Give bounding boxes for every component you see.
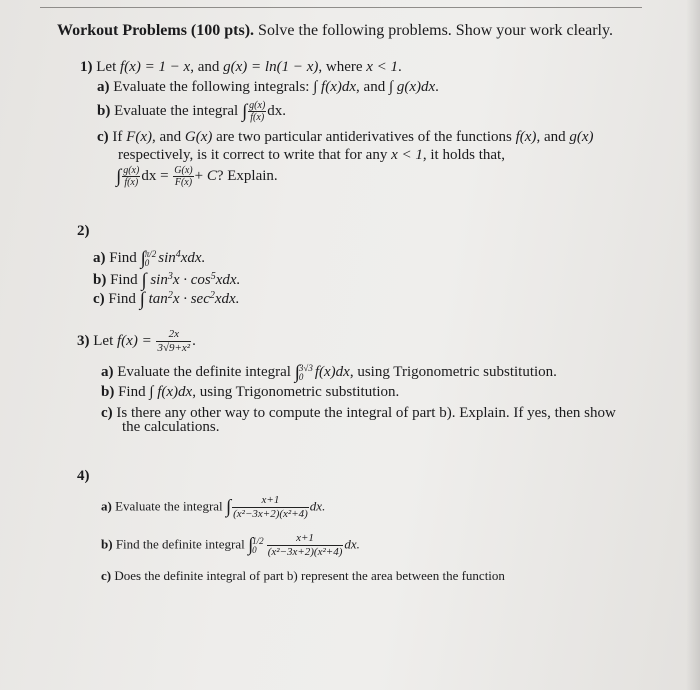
integral-sign: ∫ bbox=[294, 362, 300, 383]
math-integral-g: ∫ g(x)dx bbox=[388, 79, 436, 95]
problem-3-part-c-line2 bbox=[122, 418, 219, 436]
problem-4-part-a bbox=[101, 494, 325, 521]
exponent: 2 bbox=[167, 290, 173, 301]
math-dx: dx. bbox=[344, 536, 360, 552]
problem-number: 4) bbox=[77, 468, 90, 484]
fraction-f-definition bbox=[156, 328, 191, 355]
text: Evaluate the integral bbox=[114, 102, 242, 119]
integral-sign: ∫ bbox=[139, 289, 145, 310]
text: . bbox=[398, 59, 402, 75]
math-f: f(x) bbox=[515, 129, 537, 145]
text: Let bbox=[96, 59, 120, 75]
problem-1-part-c-line2 bbox=[118, 146, 505, 164]
fraction-rational bbox=[267, 532, 344, 559]
math-cos: x · cos bbox=[172, 272, 211, 288]
numerator: G(x) bbox=[174, 165, 193, 176]
lower-limit: 0 bbox=[298, 371, 304, 382]
text: Find bbox=[108, 291, 140, 307]
text: , it holds that, bbox=[422, 147, 505, 163]
denominator: (x²−3x+2)(x²+4) bbox=[233, 508, 308, 520]
math-C: C bbox=[206, 167, 217, 184]
problem-2-part-a bbox=[93, 246, 205, 268]
part-label: b) bbox=[97, 102, 111, 119]
text: Is there any other way to compute the integral of part b). Explain. If yes, then show bbox=[116, 405, 616, 421]
header-instruction: Solve the following problems. Show your work clearly. bbox=[258, 22, 613, 39]
integral-sign: ∫ bbox=[116, 165, 122, 187]
problem-4-number bbox=[77, 467, 90, 485]
problem-1-part-c-line1 bbox=[97, 128, 594, 146]
integral-sign: ∫ bbox=[140, 248, 146, 269]
part-label: c) bbox=[93, 291, 105, 307]
part-label: b) bbox=[93, 272, 107, 288]
integral-sign: ∫ bbox=[247, 534, 254, 556]
denominator: (x²−3x+2)(x²+4) bbox=[267, 546, 343, 558]
text: + bbox=[194, 167, 207, 184]
math-sec: x · sec bbox=[172, 291, 210, 307]
integral-sign: ∫ bbox=[141, 270, 147, 291]
math-g-def: g(x) = ln(1 − x) bbox=[223, 59, 319, 75]
numerator: g(x) bbox=[123, 165, 140, 176]
problem-1-intro bbox=[80, 58, 402, 76]
integral-sign: ∫ bbox=[241, 100, 248, 122]
denominator: f(x) bbox=[250, 112, 265, 123]
part-label: a) bbox=[101, 498, 112, 514]
upper-limit: 3√3 bbox=[298, 362, 313, 373]
math-condition: x < 1 bbox=[366, 59, 399, 75]
problem-1-number: 1) bbox=[80, 59, 93, 75]
exponent: 3 bbox=[167, 271, 173, 282]
upper-limit: π/2 bbox=[144, 248, 157, 259]
math-condition: x < 1 bbox=[391, 147, 423, 163]
lower-limit: 0 bbox=[252, 544, 257, 555]
fraction-g-over-f bbox=[248, 100, 266, 123]
text: If bbox=[112, 129, 127, 145]
problem-4-part-c bbox=[101, 567, 505, 585]
math-f-def: f(x) = 1 − x bbox=[120, 59, 191, 75]
lower-limit: 0 bbox=[144, 257, 150, 268]
problem-number: 2) bbox=[77, 223, 90, 239]
integral-sign: ∫ bbox=[225, 496, 232, 518]
text: , using Trigonometric substitution. bbox=[349, 364, 557, 380]
text: Evaluate the following integrals: bbox=[113, 79, 314, 95]
math-tail: xdx. bbox=[214, 291, 240, 307]
problem-4-part-b bbox=[101, 532, 360, 559]
text: dx = bbox=[141, 167, 173, 184]
math-F: F(x) bbox=[126, 129, 152, 145]
text: Let bbox=[93, 332, 117, 349]
math-sin: sin bbox=[150, 272, 168, 288]
fraction-rational bbox=[232, 494, 309, 521]
math-g: g(x) bbox=[569, 129, 594, 145]
problem-1-part-a bbox=[97, 78, 439, 96]
text: , and bbox=[151, 129, 185, 145]
math-sin: sin bbox=[158, 250, 176, 266]
math-tail: xdx. bbox=[180, 250, 206, 266]
text: Find the definite integral bbox=[115, 536, 248, 552]
integral-limits bbox=[299, 364, 313, 382]
part-label: a) bbox=[101, 364, 114, 380]
exponent: 5 bbox=[210, 271, 216, 282]
text: dx. bbox=[267, 102, 287, 119]
header-title: Workout Problems (100 pts). bbox=[57, 22, 255, 39]
math-f-lhs: f(x) = bbox=[117, 332, 156, 349]
problem-2-part-c bbox=[93, 287, 239, 309]
math-tail: xdx. bbox=[215, 272, 241, 288]
text: , and bbox=[536, 129, 570, 145]
page-edge-shadow bbox=[686, 0, 700, 690]
part-label: c) bbox=[101, 405, 113, 421]
text: are two particular antiderivatives of the functions bbox=[212, 129, 516, 145]
exponent: 4 bbox=[175, 249, 181, 260]
part-label: a) bbox=[97, 79, 110, 95]
page-top-rule bbox=[40, 7, 642, 8]
part-label: c) bbox=[97, 129, 109, 145]
problem-1-part-c-equation bbox=[116, 165, 278, 188]
text: Find bbox=[109, 250, 141, 266]
text: . bbox=[435, 79, 439, 95]
problem-3-part-b bbox=[101, 383, 399, 401]
fraction-G-over-F bbox=[173, 165, 193, 188]
fraction-g-over-f bbox=[122, 165, 140, 188]
problem-number: 3) bbox=[77, 332, 90, 349]
problem-2-number bbox=[77, 222, 90, 240]
math-G: G(x) bbox=[184, 129, 213, 145]
math-integrand: f(x)dx bbox=[314, 364, 350, 380]
part-label: c) bbox=[101, 568, 112, 583]
text: Evaluate the integral bbox=[115, 498, 226, 514]
problem-3-intro bbox=[77, 328, 196, 355]
denominator: f(x) bbox=[124, 177, 139, 188]
integral-limits bbox=[145, 250, 157, 268]
text: , and bbox=[190, 59, 224, 75]
problem-1-part-b bbox=[97, 100, 286, 123]
math-integral-f: ∫ f(x)dx bbox=[313, 79, 357, 95]
numerator: x+1 bbox=[232, 494, 309, 508]
denominator: 3√9+x² bbox=[157, 342, 191, 354]
integral-limits bbox=[252, 537, 264, 555]
problem-3-part-a bbox=[101, 363, 557, 382]
text: , using Trigonometric substitution. bbox=[192, 384, 400, 400]
math-tan: tan bbox=[148, 291, 168, 307]
text: Evaluate the definite integral bbox=[117, 364, 295, 380]
math-dx: dx. bbox=[309, 498, 326, 514]
part-label: b) bbox=[101, 384, 115, 400]
denominator: F(x) bbox=[174, 177, 193, 188]
text: Find bbox=[118, 384, 150, 400]
text: . bbox=[192, 332, 196, 349]
text: ? Explain. bbox=[216, 167, 278, 184]
text: Find bbox=[110, 272, 142, 288]
numerator: 2x bbox=[156, 328, 191, 342]
numerator: g(x) bbox=[249, 100, 266, 111]
part-label: a) bbox=[93, 250, 106, 266]
part-label: b) bbox=[101, 536, 113, 552]
text: Does the definite integral of part b) represent the area between the function bbox=[114, 568, 505, 583]
text: , where bbox=[318, 59, 367, 75]
header-line bbox=[57, 22, 613, 40]
upper-limit: 1/2 bbox=[252, 535, 264, 546]
text: respectively, is it correct to write that for any bbox=[118, 147, 392, 163]
exponent: 2 bbox=[209, 290, 215, 301]
text: , and bbox=[356, 79, 389, 95]
numerator: x+1 bbox=[267, 532, 344, 546]
math-integral-f: ∫ f(x)dx bbox=[149, 384, 193, 400]
text: the calculations. bbox=[122, 419, 220, 435]
